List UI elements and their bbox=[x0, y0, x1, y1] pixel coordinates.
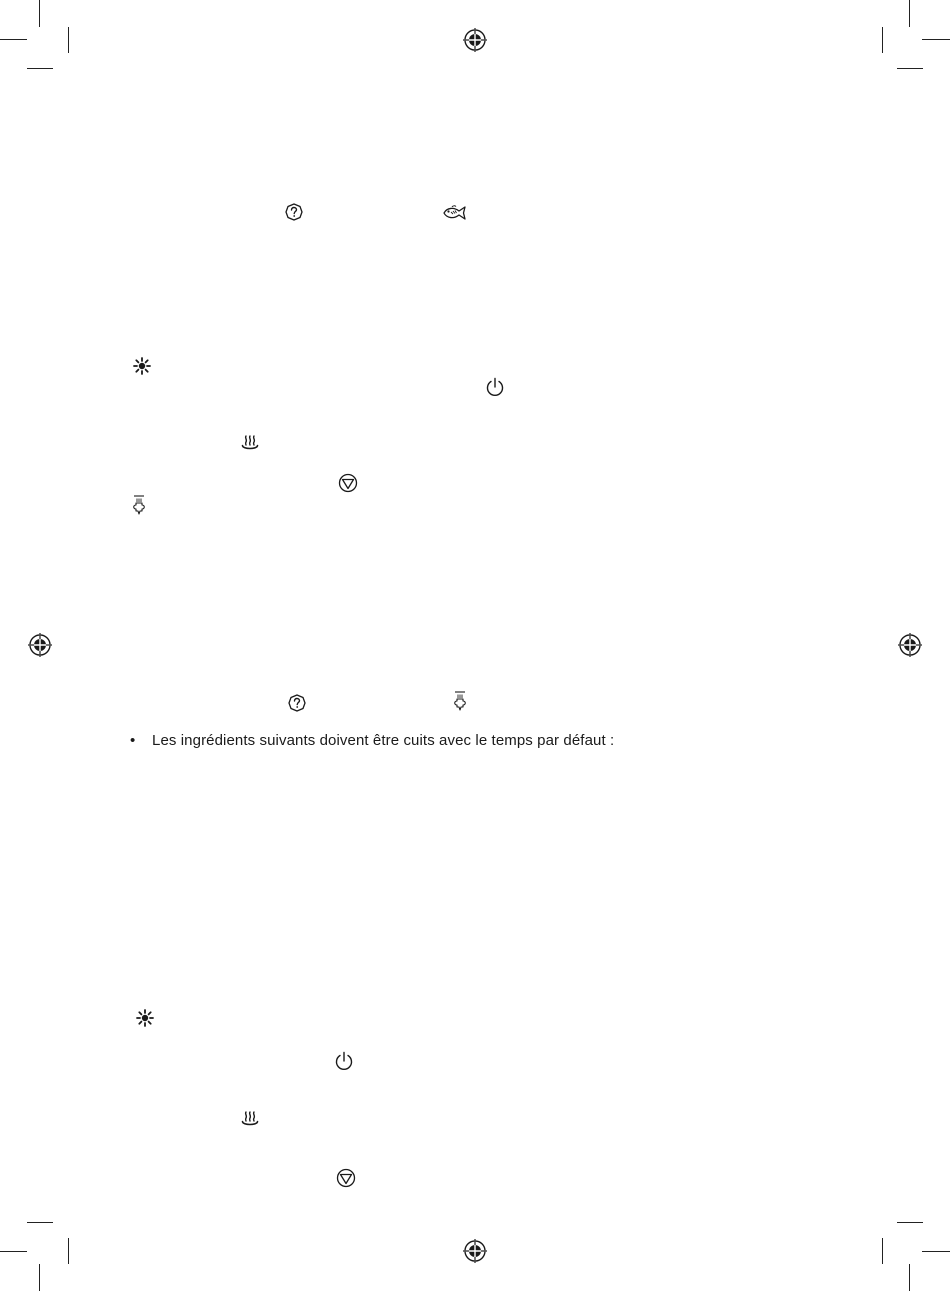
crop-mark bbox=[68, 1238, 69, 1264]
crop-mark bbox=[897, 68, 923, 69]
power-icon bbox=[334, 1051, 354, 1071]
start-triangle-icon bbox=[336, 1168, 356, 1188]
crop-mark bbox=[882, 27, 883, 53]
registration-mark-bottom bbox=[463, 1239, 487, 1263]
question-icon bbox=[285, 203, 303, 221]
start-triangle-icon bbox=[338, 473, 358, 493]
registration-mark-top bbox=[463, 28, 487, 52]
crop-mark bbox=[897, 1222, 923, 1223]
crop-mark bbox=[39, 0, 40, 27]
steam-icon bbox=[241, 434, 259, 452]
crop-mark bbox=[882, 1238, 883, 1264]
registration-mark-right bbox=[898, 633, 922, 657]
crop-mark bbox=[922, 1251, 950, 1252]
power-icon bbox=[485, 377, 505, 397]
registration-mark-left bbox=[28, 633, 52, 657]
crop-mark bbox=[39, 1264, 40, 1291]
fish-icon bbox=[442, 204, 468, 222]
question-icon bbox=[288, 694, 306, 712]
crop-mark bbox=[27, 68, 53, 69]
sun-icon bbox=[133, 357, 151, 375]
bullet-text: Les ingrédients suivants doivent être cuits avec le temps par défaut : bbox=[152, 732, 615, 749]
sun-icon bbox=[136, 1009, 154, 1027]
vent-icon bbox=[129, 494, 149, 518]
steam-icon bbox=[241, 1110, 259, 1128]
crop-mark bbox=[0, 39, 27, 40]
vent-icon bbox=[450, 690, 470, 714]
crop-mark bbox=[0, 1251, 27, 1252]
bullet-marker: • bbox=[130, 732, 136, 749]
crop-mark bbox=[68, 27, 69, 53]
bullet-item bbox=[130, 732, 614, 749]
crop-mark bbox=[909, 1264, 910, 1291]
crop-mark bbox=[27, 1222, 53, 1223]
crop-mark bbox=[922, 39, 950, 40]
crop-mark bbox=[909, 0, 910, 27]
